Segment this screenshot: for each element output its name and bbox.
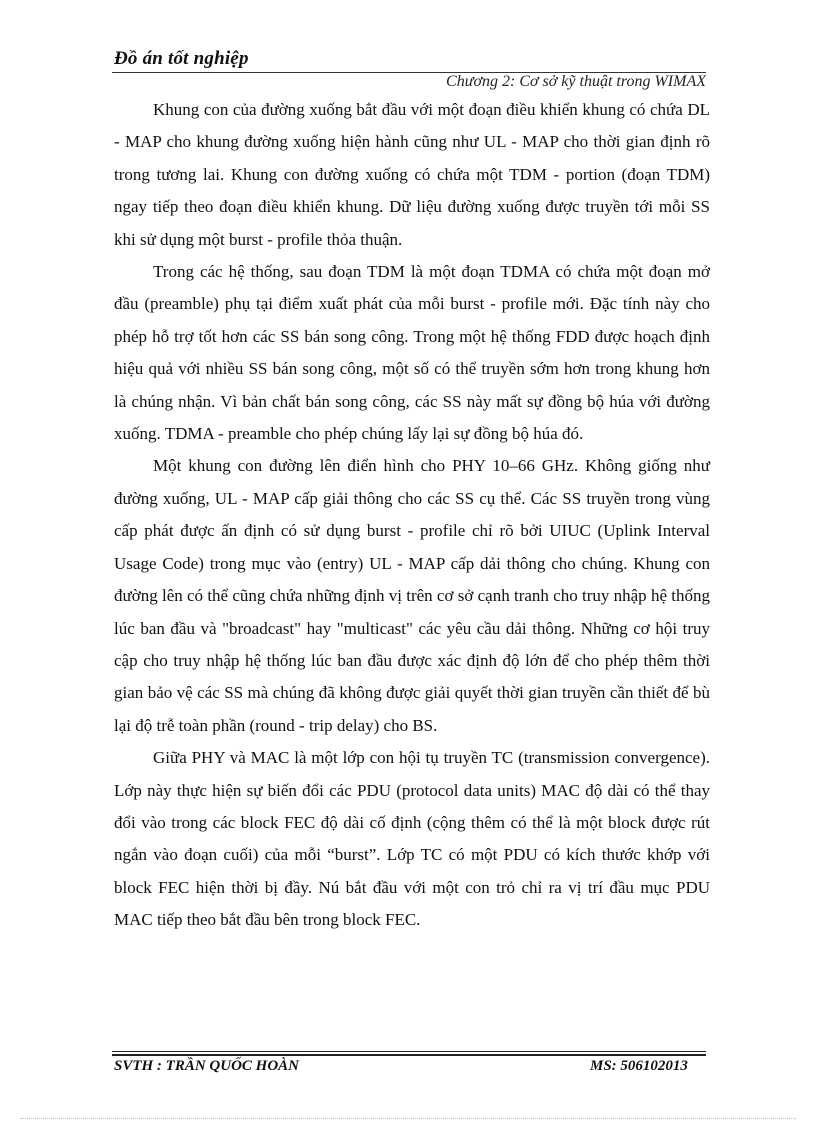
footer-rule-thick <box>112 1054 706 1056</box>
document-title: Đồ án tốt nghiệp <box>114 48 249 69</box>
paragraph: Khung con của đường xuống bắt đầu với một đoạn điều khiển khung có chứa DL - MAP cho khung đường xuống hiện hành cũng như UL - MAP cho thời gian định rõ trong tương lai. Khung con đường xuống có chứa một TDM - portion (đoạn TDM) ngay tiếp theo đoạn điều khiển khung. Dữ liệu đường xuống được truyền tới mỗi SS khi sử dụng một burst - profile thỏa thuận. <box>114 100 710 249</box>
body-text <box>114 94 710 937</box>
page-edge-dotted-line <box>20 1118 796 1119</box>
paragraph: Trong các hệ thống, sau đoạn TDM là một đoạn TDMA có chứa một đoạn mở đầu (preamble) phụ tại điểm xuất phát của mỗi burst - profile mới. Đặc tính này cho phép hỗ trợ tốt hơn các SS bán song công. Trong một hệ thống FDD được hoạch định hiệu quả với nhiều SS bán song công, một số có thể truyền sớm hơn trong khung hơn là chúng nhận. Vì bản chất bán song công, các SS này mất sự đồng bộ húa với đường xuống. TDMA - preamble cho phép chúng lấy lại sự đồng bộ húa đó. <box>114 262 710 444</box>
chapter-heading: Chương 2: Cơ sở kỹ thuật trong WIMAX <box>446 73 706 90</box>
footer-student-name: SVTH : TRẦN QUỐC HOÀN <box>114 1058 300 1074</box>
paragraph: Giữa PHY và MAC là một lớp con hội tụ truyền TC (transmission convergence). Lớp này thực hiện sự biến đổi các PDU (protocol data units) MAC độ dài có thể thay đổi vào trong các block FEC độ dài cố định (cộng thêm có thể là một block được rút ngắn vào đoạn cuối) của mỗi “burst”. Lớp TC có một PDU có kích thước khớp với block FEC hiện thời bị đầy. Nú bắt đầu với một con trỏ chỉ ra vị trí đầu mục PDU MAC tiếp theo bắt đầu bên trong block FEC. <box>114 748 710 930</box>
footer-rule <box>112 1051 706 1052</box>
footer-student-id: MS: 506102013 <box>590 1058 688 1074</box>
paragraph: Một khung con đường lên điển hình cho PHY 10–66 GHz. Không giống như đường xuống, UL - MAP cấp giải thông cho các SS cụ thể. Các SS truyền trong vùng cấp phát được ấn định có sử dụng burst - profile chỉ rõ bởi UIUC (Uplink Interval Usage Code) trong mục vào (entry) UL - MAP cấp dải thông cho chúng. Khung con đường lên có thể cũng chứa những định vị trên cơ sở cạnh tranh cho truy nhập hệ thống lúc ban đầu và "broadcast" hay "multicast" các yêu cầu dải thông. Những cơ hội truy cập cho truy nhập hệ thống lúc ban đầu được xác định độ lớn để cho phép thêm thời gian bảo vệ các SS mà chúng đã không được giải quyết thời gian truyền cần thiết để bù lại độ trễ toàn phần (round - trip delay) cho BS. <box>114 456 710 735</box>
